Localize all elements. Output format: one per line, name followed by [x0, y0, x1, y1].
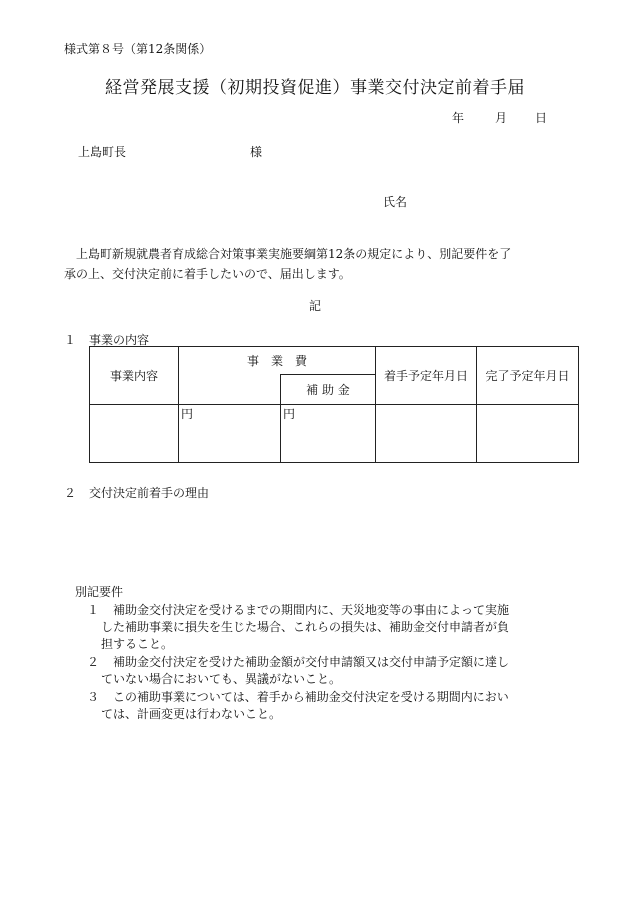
section2-title: 交付決定前着手の理由	[89, 486, 210, 500]
note-1-line-2: した補助事業に損失を生じた場合、これらの損失は、補助金交付申請者が負	[101, 620, 510, 634]
business-content-table	[89, 346, 579, 463]
section1-number: １	[64, 333, 77, 347]
cost-blank-cell	[179, 375, 281, 405]
note-2-number: ２	[87, 655, 100, 669]
body-line-2: 承の上、交付決定前に着手したいので、届出します。	[64, 267, 351, 281]
note-2-line-2: ていない場合においても、異議がないこと。	[101, 672, 342, 686]
ki-marker: 記	[308, 299, 321, 313]
section1-title: 事業の内容	[89, 333, 150, 347]
cost-yen-cell: 円	[179, 405, 281, 463]
header-cost: 事 業 費	[179, 347, 376, 375]
date-month: 月	[495, 111, 508, 125]
header-start-date: 着手予定年月日	[376, 347, 477, 405]
note-3-line-1: この補助事業については、着手から補助金交付決定を受ける期間内におい	[113, 690, 509, 704]
note-item-2	[87, 654, 562, 688]
note-3-number: ３	[87, 690, 100, 704]
document-title: 経営発展支援（初期投資促進）事業交付決定前着手届	[105, 78, 525, 98]
note-1-line-3: 担すること。	[101, 637, 174, 651]
note-item-1	[87, 602, 562, 653]
note-2-line-1: 補助金交付決定を受けた補助金額が交付申請額又は交付申請予定額に達し	[113, 655, 510, 669]
date-day: 日	[535, 111, 548, 125]
end-date-cell	[477, 405, 579, 463]
header-subsidy: 補 助 金	[281, 375, 376, 405]
addressee: 上島町長	[78, 145, 127, 159]
form-number: 様式第８号（第12条関係）	[64, 42, 212, 56]
header-content: 事業内容	[90, 347, 179, 405]
start-date-cell	[376, 405, 477, 463]
note-1-number: １	[87, 603, 100, 617]
name-label: 氏名	[383, 195, 408, 209]
header-end-date: 完了予定年月日	[477, 347, 579, 405]
note-3-line-2: ては、計画変更は行わないこと。	[101, 707, 282, 721]
section2-number: ２	[64, 486, 77, 500]
body-paragraph	[64, 244, 584, 284]
note-item-3	[87, 689, 562, 723]
body-line-1: 上島町新規就農者育成総合対策事業実施要綱第12条の規定により、別記要件を了	[76, 247, 512, 261]
note-1-line-1: 補助金交付決定を受けるまでの期間内に、天災地変等の事由によって実施	[113, 603, 510, 617]
honorific: 様	[250, 145, 263, 159]
date-year: 年	[452, 111, 465, 125]
notes-heading: 別記要件	[75, 585, 124, 599]
content-cell	[90, 405, 179, 463]
subsidy-yen-cell: 円	[281, 405, 376, 463]
